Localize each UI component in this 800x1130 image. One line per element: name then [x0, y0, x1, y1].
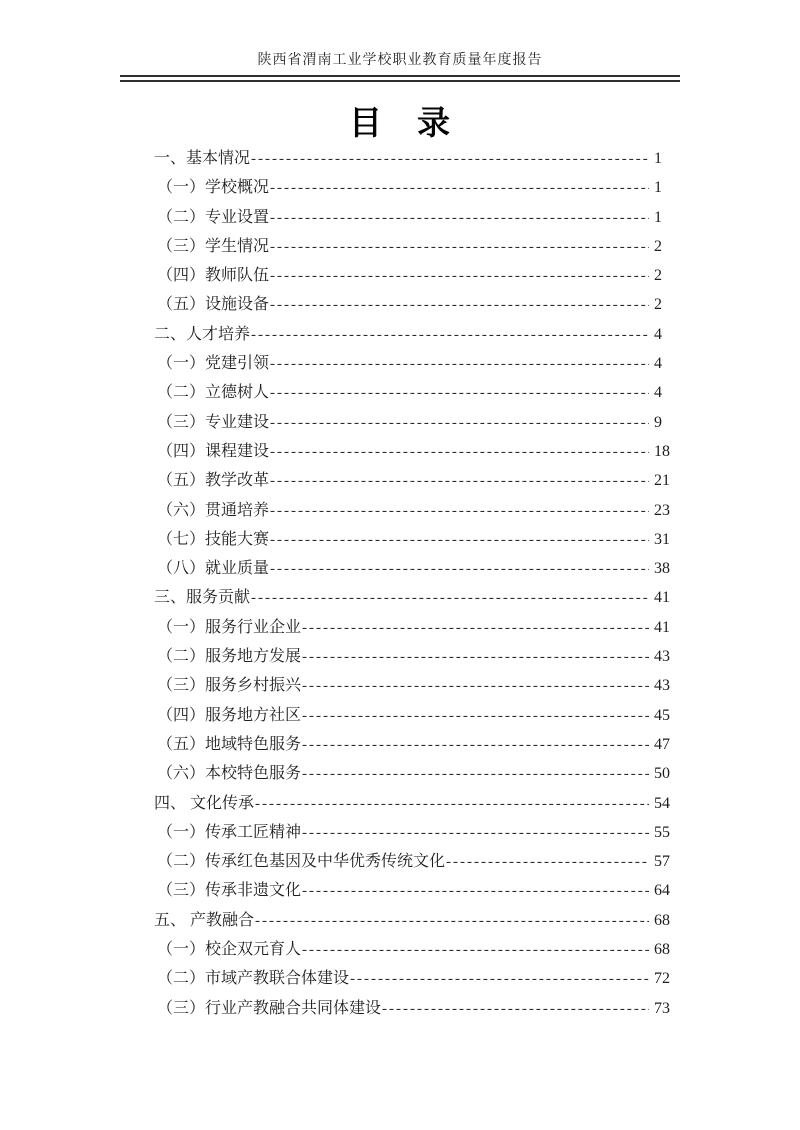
toc-leader-dashes — [270, 408, 649, 438]
toc-entry-page: 4 — [654, 325, 662, 343]
toc-leader-dashes — [270, 349, 649, 379]
toc-entry-page: 68 — [654, 911, 670, 929]
toc-leader-dashes — [446, 847, 649, 877]
toc-entry[interactable] — [120, 378, 680, 407]
toc-entry-label: （三）传承非遗文化 — [157, 882, 302, 900]
toc-leader-dashes — [270, 525, 649, 555]
toc-entry-page: 68 — [654, 941, 670, 959]
toc-leader-dashes — [270, 378, 649, 408]
toc-entry-label: （一）学校概况 — [157, 179, 270, 197]
toc-entry[interactable] — [120, 906, 680, 935]
toc-entry-label: （二）立德树人 — [157, 384, 270, 402]
toc-entry[interactable] — [120, 261, 680, 290]
toc-entry-page: 2 — [654, 296, 662, 314]
toc-leader-dashes — [302, 876, 649, 906]
toc-leader-dashes — [270, 232, 649, 262]
toc-entry-page: 2 — [654, 237, 662, 255]
toc-entry[interactable] — [120, 876, 680, 905]
toc-entry[interactable] — [120, 935, 680, 964]
toc-entry-page: 18 — [654, 442, 670, 460]
toc-leader-dashes — [302, 935, 649, 965]
toc-entry-label: （二）专业设置 — [157, 208, 270, 226]
toc-entry[interactable] — [120, 290, 680, 319]
page-header — [120, 0, 680, 82]
toc-entry-label: （二）传承红色基因及中华优秀传统文化 — [157, 853, 446, 871]
toc-leader-dashes — [270, 173, 649, 203]
toc-entry-label: （一）校企双元育人 — [157, 941, 302, 959]
toc-leader-dashes — [382, 994, 649, 1024]
toc-leader-dashes — [302, 730, 649, 760]
header-double-rule — [120, 75, 680, 82]
toc-title: 目 录 — [349, 104, 451, 141]
toc-entry-page: 72 — [654, 970, 670, 988]
toc-entry[interactable] — [120, 789, 680, 818]
toc-leader-dashes — [270, 203, 649, 233]
toc-entry-label: 五、 产教融合 — [154, 911, 255, 929]
toc-entry-label: （五）地域特色服务 — [157, 735, 302, 753]
toc-entry-label: （四）教师队伍 — [157, 267, 270, 285]
toc-entry-page: 1 — [654, 208, 662, 226]
toc-entry-label: （三）服务乡村振兴 — [157, 677, 302, 695]
toc-leader-dashes — [302, 613, 649, 643]
toc-entry-label: 四、 文化传承 — [154, 794, 255, 812]
toc-entry[interactable] — [120, 320, 680, 349]
toc-entry-label: （一）传承工匠精神 — [157, 823, 302, 841]
toc-entry-page: 54 — [654, 794, 670, 812]
toc-list — [120, 144, 680, 1023]
toc-entry[interactable] — [120, 554, 680, 583]
toc-entry[interactable] — [120, 671, 680, 700]
toc-entry-page: 43 — [654, 648, 670, 666]
toc-entry-page: 43 — [654, 677, 670, 695]
toc-entry[interactable] — [120, 642, 680, 671]
toc-leader-dashes — [350, 964, 649, 994]
toc-leader-dashes — [255, 906, 649, 936]
toc-leader-dashes — [302, 671, 649, 701]
toc-entry-label: （二）市域产教联合体建设 — [157, 970, 350, 988]
toc-leader-dashes — [251, 320, 649, 350]
toc-entry-page: 50 — [654, 765, 670, 783]
toc-entry-page: 1 — [654, 150, 662, 167]
toc-leader-dashes — [270, 437, 649, 467]
toc-leader-dashes — [270, 466, 649, 496]
toc-entry-label: （八）就业质量 — [157, 560, 270, 578]
toc-leader-dashes — [270, 261, 649, 291]
header-running-title: 陕西省渭南工业学校职业教育质量年度报告 — [257, 53, 543, 68]
toc-leader-dashes — [302, 759, 649, 789]
toc-entry[interactable] — [120, 613, 680, 642]
toc-entry-label: 三、服务贡献 — [154, 589, 251, 607]
toc-entry[interactable] — [120, 437, 680, 466]
toc-leader-dashes — [302, 818, 649, 848]
toc-entry-page: 64 — [654, 882, 670, 900]
toc-leader-dashes — [302, 701, 649, 731]
toc-entry[interactable] — [120, 525, 680, 554]
toc-entry-label: （七）技能大赛 — [157, 530, 270, 548]
toc-entry[interactable] — [120, 759, 680, 788]
toc-entry-label: （五）设施设备 — [157, 296, 270, 314]
toc-entry-page: 45 — [654, 706, 670, 724]
toc-entry-page: 2 — [654, 267, 662, 285]
toc-leader-dashes — [302, 642, 649, 672]
toc-leader-dashes — [270, 496, 649, 526]
toc-entry[interactable] — [120, 964, 680, 993]
toc-entry-page: 21 — [654, 472, 670, 490]
toc-entry-label: （六）本校特色服务 — [157, 765, 302, 783]
toc-entry[interactable] — [120, 847, 680, 876]
toc-entry-page: 47 — [654, 735, 670, 753]
toc-entry-page: 23 — [654, 501, 670, 519]
toc-entry[interactable] — [120, 730, 680, 759]
toc-entry-label: （五）教学改革 — [157, 472, 270, 490]
toc-entry-label: （三）专业建设 — [157, 413, 270, 431]
toc-entry-page: 41 — [654, 618, 670, 636]
toc-entry-label: 一、基本情况 — [154, 150, 251, 167]
toc-entry-page: 55 — [654, 823, 670, 841]
toc-entry[interactable] — [120, 144, 680, 173]
toc-entry-page: 41 — [654, 589, 670, 607]
toc-entry[interactable] — [120, 203, 680, 232]
toc-entry[interactable] — [120, 173, 680, 202]
toc-entry[interactable] — [120, 232, 680, 261]
toc-leader-dashes — [255, 789, 649, 819]
toc-entry-page: 31 — [654, 530, 670, 548]
toc-entry-page: 1 — [654, 179, 662, 197]
toc-entry-label: 二、人才培养 — [154, 325, 251, 343]
toc-entry-label: （四）服务地方社区 — [157, 706, 302, 724]
toc-entry-label: （三）行业产教融合共同体建设 — [157, 999, 382, 1017]
toc-entry[interactable] — [120, 349, 680, 378]
toc-entry[interactable] — [120, 818, 680, 847]
toc-entry[interactable] — [120, 496, 680, 525]
toc-entry[interactable] — [120, 994, 680, 1023]
toc-entry-label: （一）服务行业企业 — [157, 618, 302, 636]
toc-leader-dashes — [251, 144, 649, 174]
toc-entry-page: 73 — [654, 999, 670, 1017]
toc-entry-page: 9 — [654, 413, 662, 431]
toc-entry-page: 4 — [654, 384, 662, 402]
toc-entry-page: 57 — [654, 853, 670, 871]
toc-leader-dashes — [270, 554, 649, 584]
toc-entry-page: 38 — [654, 560, 670, 578]
toc-entry-label: （六）贯通培养 — [157, 501, 270, 519]
toc-entry[interactable] — [120, 701, 680, 730]
toc-entry-label: （四）课程建设 — [157, 442, 270, 460]
toc-entry[interactable] — [120, 583, 680, 612]
toc-entry-label: （一）党建引领 — [157, 355, 270, 373]
toc-leader-dashes — [270, 290, 649, 320]
toc-entry-label: （二）服务地方发展 — [157, 648, 302, 666]
toc-entry-page: 4 — [654, 355, 662, 373]
toc-entry-label: （三）学生情况 — [157, 237, 270, 255]
toc-leader-dashes — [251, 583, 649, 613]
toc-entry[interactable] — [120, 466, 680, 495]
toc-entry[interactable] — [120, 408, 680, 437]
